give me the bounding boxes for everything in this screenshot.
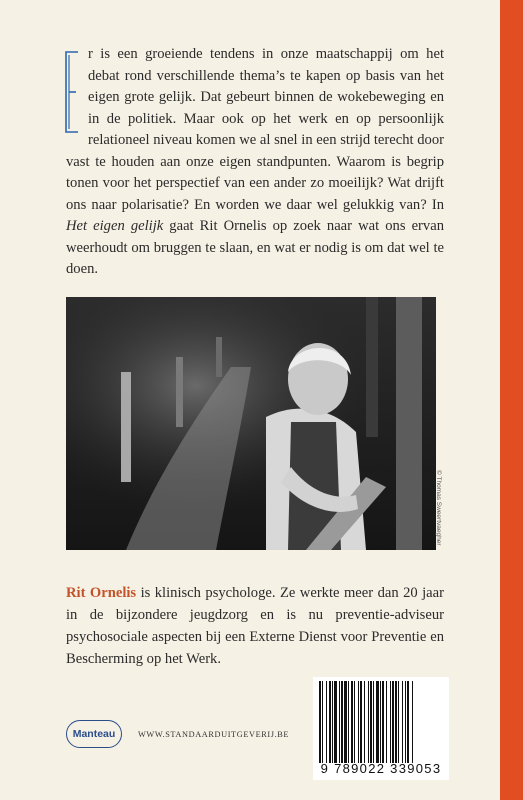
blurb-text-start: r is een groeiende tendens in onze maatschappij om het debat rond verschillende thema’s te kapen op basis van het eigen grote gelijk. Dat gebeurt binnen de wokebeweging en in de politiek. Maar ook op het werk en op persoonlijk relationeel niveau komen we al snel in een strijd terecht door vast te houden aan onze eigen standpunten. Waarom is begrip tonen voor het perspectief van een ander zo moeilijk? Wat drijft ons naar polarisatie? En worden we daar wel gelukkig van? In	[66, 46, 444, 213]
author-bio-text: is klinisch psychologe. Ze werkte meer dan 20 jaar in de bijzondere jeugdzorg en is nu preventie-adviseur psychosociale aspecten bij een Externe Dienst voor Preventie en Bescherming op het Werk.	[66, 585, 444, 667]
book-title-italic: Het eigen gelijk	[66, 218, 164, 234]
drop-cap-e	[64, 50, 80, 134]
barcode-bars-icon	[313, 681, 449, 763]
back-cover-blurb	[66, 44, 444, 281]
book-spine-stripe	[500, 0, 523, 800]
publisher-logo	[66, 720, 122, 748]
author-photo	[66, 297, 436, 550]
publisher-url: WWW.STANDAARDUITGEVERIJ.BE	[138, 729, 290, 739]
photo-credit: © Thomas Sweertvaegher	[435, 470, 442, 546]
author-bio	[66, 582, 444, 670]
author-name: Rit Ornelis	[66, 585, 137, 601]
blurb-paragraph	[66, 44, 444, 281]
isbn-number: 9 789022 339053	[320, 761, 442, 776]
publisher-logo-text: Manteau	[72, 728, 116, 740]
publisher-block	[66, 720, 289, 748]
isbn-barcode	[313, 677, 449, 780]
blurb-text-end: gaat Rit Ornelis op zoek naar wat ons ervan weerhoudt om bruggen te slaan, en wat er nodig is om dat wel te doen.	[66, 218, 444, 277]
